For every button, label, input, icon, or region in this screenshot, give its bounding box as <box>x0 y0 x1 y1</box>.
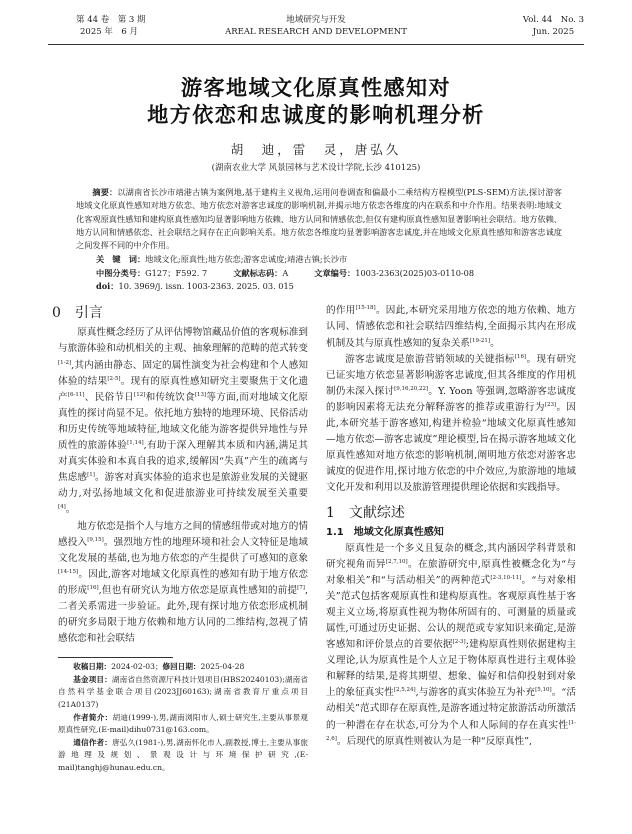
abstract <box>76 186 562 252</box>
date-cn: 2025 年 6 月 <box>80 27 138 37</box>
article-no-value: 1003-2363(2025)03-0110-08 <box>355 267 475 278</box>
citation[interactable]: [2-3,10-11] <box>490 574 522 581</box>
citation[interactable]: [2,5,24] <box>393 687 416 694</box>
received-value: 2024-02-03； <box>111 662 163 672</box>
header-left <box>76 14 146 38</box>
author-value: 胡迪(1999-),男,湖南浏阳市人,硕士研究生,主要从事景观原真性研究,(E-mail)dihu0731@163.com。 <box>58 712 308 735</box>
corresponding-label: 通信作者： <box>73 737 113 747</box>
doc-code <box>233 267 288 280</box>
title-line-1: 游客地域文化原真性感知对 <box>181 76 451 100</box>
citation[interactable]: [16] <box>514 353 527 360</box>
right-column <box>326 303 576 774</box>
fund-label: 基金项目： <box>73 674 112 684</box>
paragraph: 原真性概念经历了从评估博物馆藏品价值的客观标准到与旅游体验和动机相关的主观、抽象理解的范畴的范式转变[1-2],其内涵由静态、固定的属性演变为社会构建和个人感知体验的结果[2-5]。现有的原真性感知研究主要聚焦于文化遗产[6-11]、民俗节日[12]和传统饮食[13]等方面,而对地域文化原真性的探讨尚显不足。依托地方独特的地理环境、民俗活动和历史传统等地域特征,地域文化能为游客提供异地性与异质性的旅游体验[1,14],有助于深入理解其本质和内涵,满足其对真实体验和本真自我的追求,缓解因“失真”产生的疏离与焦虑感[1]。游客对真实体验的追求也是旅游业发展的关键驱动力,对弘扬地域文化和促进旅游业可持续发展至关重要[4]。 <box>58 327 309 516</box>
paper-title <box>48 75 584 129</box>
citation[interactable]: [9,15] <box>87 536 104 543</box>
revised-label: 修回日期： <box>162 662 201 672</box>
citation[interactable]: [14-15] <box>58 568 79 575</box>
classification-row <box>76 267 562 280</box>
abstract-text: 以湖南省长沙市靖港古镇为案例地,基于建构主义视角,运用问卷调查和偏最小二乘结构方程模型(PLS-SEM)方法,探讨游客地域文化原真性感知对地方依恋、地方依恋对游客忠诚度的影响机制,并揭示地方依恋各维度的内在联系和中介作用。结果表明:地域文化客观原真性感知和建构原真性感知均显著影响地方依赖、地方认同和情感依恋,但仅有建构原真性感知显著影响社会联结。地方依赖、地方认同和情感依恋、社会联结之间存在正向影响关系。地方依恋各维度均显著影响游客忠诚度,并在地域文化原真性感知和游客忠诚度之间发挥不同的中介作用。 <box>76 187 562 251</box>
citation[interactable]: [2-5] <box>107 375 121 382</box>
clc <box>96 267 207 280</box>
header-right <box>523 14 584 38</box>
date-en: Jun. 2025 <box>532 27 575 37</box>
citation[interactable]: [1-2] <box>58 359 72 366</box>
paragraph: 原真性是一个多义且复杂的概念,其内涵因学科背景和研究视角而异[2,7,10]。在旅游研究中,原真性被概念化为“与对象相关”和“与活动相关”的两种范式[2-3,10-11]。“与对象相关”范式包括客观原真性和建构原真性。客观原真性基于客观主义立场,将原真性视为物体所固有的、可测量的质量或属性,可通过历史证据、公认的规范或专家知识来确定,是游客感知和评价景点的首要依据[2-3];建构原真性则依据建构主义理论,认为原真性是个人立足于物体原真性进行主观体验和解释的结果,是将其期望、想象、偏好和信仰投射到对象上的象征真实性[2,5,24],与游客的真实体验互为补充[5,10]。“活动相关”范式即存在原真性,是游客通过特定旅游活动所激活的一种潜在存在状态,可分为个人和人际间的存在真实性[1-2,6]。后现代的原真性则被认为是一种“反原真性”, <box>326 542 577 747</box>
received-label: 收稿日期： <box>73 662 112 672</box>
paragraph: 的作用[15-18]。因此,本研究采用地方依恋的地方依赖、地方认同、情感依恋和社会联结四维结构,全面揭示其内在形成机制及其与原真性感知的复杂关系[19-21]。 <box>326 305 576 349</box>
title-line-2: 地方依恋和忠诚度的影响机理分析 <box>147 103 485 127</box>
corresponding-value: 唐弘久(1981-),男,湖南怀化市人,副教授,博士,主要从事旅游地理及规划、景观设计与环境保护研究,(E-mail)tanghj@hunau.edu.cn。 <box>58 737 308 772</box>
citation[interactable]: [7] <box>297 584 305 591</box>
section-1-heading: 1 文献综述 <box>326 504 405 521</box>
doc-code-value: A <box>282 267 289 278</box>
keywords <box>76 253 562 266</box>
citation[interactable]: [4] <box>58 504 66 511</box>
fund-value: 湖南省自然资源厅科技计划项目(HBS20240103);湖南省自然科学基金联合项目(2023JJ60163);湖南省教育厅重点项目(21A0137) <box>58 674 308 710</box>
citation[interactable]: [16] <box>87 584 99 591</box>
citation[interactable]: [9,16,20,22] <box>394 385 429 392</box>
section-0-heading: 0 引言 <box>52 305 103 322</box>
clc-value: G127；F592. 7 <box>145 267 208 278</box>
journal-en: AREAL RESEARCH AND DEVELOPMENT <box>225 27 407 37</box>
journal-cn: 地域研究与开发 <box>286 15 346 25</box>
doi-value[interactable]: 10. 3969/j. issn. 1003-2363. 2025. 03. 015 <box>118 281 294 292</box>
citation[interactable]: [23] <box>544 401 557 408</box>
paragraph: 地方依恋是指个人与地方之间的情感纽带或对地方的情感投入[9,15]。强烈地方性的地理环境和社会人文特征是地域文化发展的基础,也为地方依恋的产生提供了可感知的意象[14-15]。因此,游客对地域文化原真性的感知有助于地方依恋的形成[16],但也有研究认为地方依恋是原真性感知的前提[7],二者关系需进一步验证。此外,现有探讨地方依恋形成机制的研究多局限于地方依赖和地方认同的二维结构,忽视了情感依恋和社会联结 <box>58 520 309 645</box>
front-matter <box>76 186 562 293</box>
citation[interactable]: [19-21] <box>469 337 491 344</box>
keywords-label: 关 键 词： <box>96 254 146 265</box>
clc-label: 中图分类号： <box>96 267 146 278</box>
footnote-rule <box>58 657 173 658</box>
citation[interactable]: [1,14] <box>127 440 144 447</box>
subsection-1-1-heading: 1.1 地域文化原真性感知 <box>326 526 444 538</box>
citation[interactable]: [1-2,6] <box>326 719 576 742</box>
article-no-label: 文章编号： <box>314 267 356 278</box>
citation[interactable]: [2-3] <box>452 639 466 646</box>
footnotes <box>58 661 308 774</box>
revised-value: 2025-04-28 <box>200 662 245 672</box>
header-rule <box>48 44 584 45</box>
authors: 胡 迪，雷 灵，唐弘久 <box>230 142 402 157</box>
body-columns <box>48 303 584 774</box>
citation[interactable]: [13] <box>194 391 207 398</box>
citation[interactable]: [6-11] <box>67 391 85 398</box>
volume-issue-en: Vol. 44 No. 3 <box>522 15 584 25</box>
abstract-label: 摘要： <box>92 187 118 197</box>
author-label: 作者简介： <box>73 712 113 722</box>
running-header <box>48 14 584 42</box>
keywords-text: 地域文化;原真性;地方依恋;游客忠诚度;靖港古镇;长沙市 <box>145 254 348 265</box>
citation[interactable]: [12] <box>134 391 146 398</box>
left-column <box>52 303 309 774</box>
volume-issue-cn: 第 44 卷 第 3 期 <box>76 15 146 25</box>
paragraph: 游客忠诚度是旅游营销领域的关键指标[16]。现有研究已证实地方依恋显著影响游客忠诚度,但其各维度的作用机制仍未深入探讨[9,16,20,22]。Y. Yoon 等强调,忽略游客忠诚度的影响因素将无法充分解释游客的推荐或重游行为[23]。因此,本研究基于游客感知,构建并检验“地域文化原真性感知—地方依恋—游客忠诚度”理论模型,旨在揭示游客地域文化原真性感知对地方依恋的影响机制,阐明地方依恋对游客忠诚度的促进作用,探讨地方依恋的中介效应,为旅游地的地域文化开发和利用以及旅游管理提供理论依据和实践指导。 <box>326 353 577 494</box>
doc-code-label: 文献标志码： <box>233 267 283 278</box>
citation[interactable]: [15-18] <box>355 305 376 312</box>
doi-label: doi： <box>96 281 119 292</box>
citation[interactable]: [1] <box>87 472 95 479</box>
citation[interactable]: [2,7,10] <box>385 558 408 565</box>
citation[interactable]: [5,10] <box>535 687 552 694</box>
article-no <box>314 267 474 280</box>
affiliation: (湖南农业大学 风景园林与艺术设计学院,长沙 410125) <box>211 163 421 173</box>
doi <box>76 280 562 293</box>
